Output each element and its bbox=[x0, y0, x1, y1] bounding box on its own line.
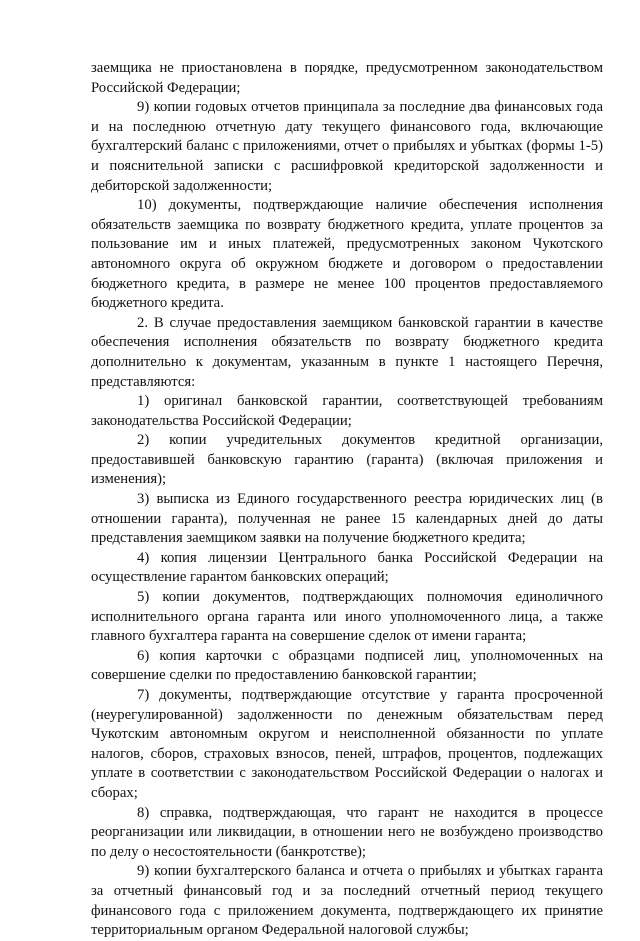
paragraph-subitem-9: 9) копии бухгалтерского баланса и отчета о прибылях и убытках гаранта за отчетный финансовый год и за последний отчетный период текущего финансового года с приложением документа, подтверждающего их принятие территориальным органом Федеральной налоговой службы; bbox=[91, 863, 603, 939]
paragraph-item-9: 9) копии годовых отчетов принципала за последние два финансовых года и на последнюю отчетную дату текущего финансового года, включающие бухгалтерский баланс с приложениями, отчет о прибылях и убытках (формы 1-5) и пояснительной записки с расшифровкой кредиторской задолженности и дебиторской задолженности; bbox=[91, 99, 603, 194]
paragraph-item-10: 10) документы, подтверждающие наличие обеспечения исполнения обязательств заемщика по возврату бюджетного кредита, уплате процентов за пользование им и иных платежей, предусмотренных законом Чукотского автономного округа об окружном бюджете и договором о предоставлении бюджетного кредита, в размере не менее 100 процентов предоставляемого бюджетного кредита. bbox=[91, 197, 603, 312]
paragraph-subitem-2: 2) копии учредительных документов кредитной организации, предоставившей банковскую гарантию (гаранта) (включая приложения и изменения); bbox=[91, 432, 603, 488]
paragraph-subitem-1: 1) оригинал банковской гарантии, соответствующей требованиям законодательства Российской Федерации; bbox=[91, 393, 603, 429]
paragraph-section-2: 2. В случае предоставления заемщиком банковской гарантии в качестве обеспечения исполнения обязательств по возврату бюджетного кредита дополнительно к документам, указанным в пункте 1 настоящего Перечня, представляются: bbox=[91, 314, 603, 390]
paragraph-subitem-5: 5) копии документов, подтверждающих полномочия единоличного исполнительного органа гаранта или иного уполномоченного лица, а также главного бухгалтера гаранта на совершение сделок от имени гаранта; bbox=[91, 589, 603, 645]
paragraph-subitem-4: 4) копия лицензии Центрального банка Российской Федерации на осуществление гарантом банковских операций; bbox=[91, 549, 603, 586]
paragraph-subitem-8: 8) справка, подтверждающая, что гарант не находится в процессе реорганизации или ликвидации, в отношении него не возбуждено производство по делу о несостоятельности (банкротстве); bbox=[91, 804, 603, 860]
paragraph-subitem-3: 3) выписка из Единого государственного реестра юридических лиц (в отношении гаранта), полученная не ранее 15 календарных дней до даты представления заемщиком заявки на получение бюджетного кредита; bbox=[91, 491, 603, 547]
paragraph-continuation: заемщика не приостановлена в порядке, предусмотренном законодательством Российской Федерации; bbox=[91, 60, 603, 96]
paragraph-subitem-6: 6) копия карточки с образцами подписей лиц, уполномоченных на совершение сделки по предоставлению банковской гарантии; bbox=[91, 647, 603, 684]
document-page bbox=[91, 59, 603, 941]
paragraph-subitem-7: 7) документы, подтверждающие отсутствие у гаранта просроченной (неурегулированной) задолженности по денежным обязательствам перед Чукотским автономным округом и неисполненной обязанности по уплате налогов, сборов, страховых взносов, пеней, штрафов, процентов, подлежащих уплате в соответствии с законодательством Российской Федерации о налогах и сборах; bbox=[91, 687, 603, 801]
